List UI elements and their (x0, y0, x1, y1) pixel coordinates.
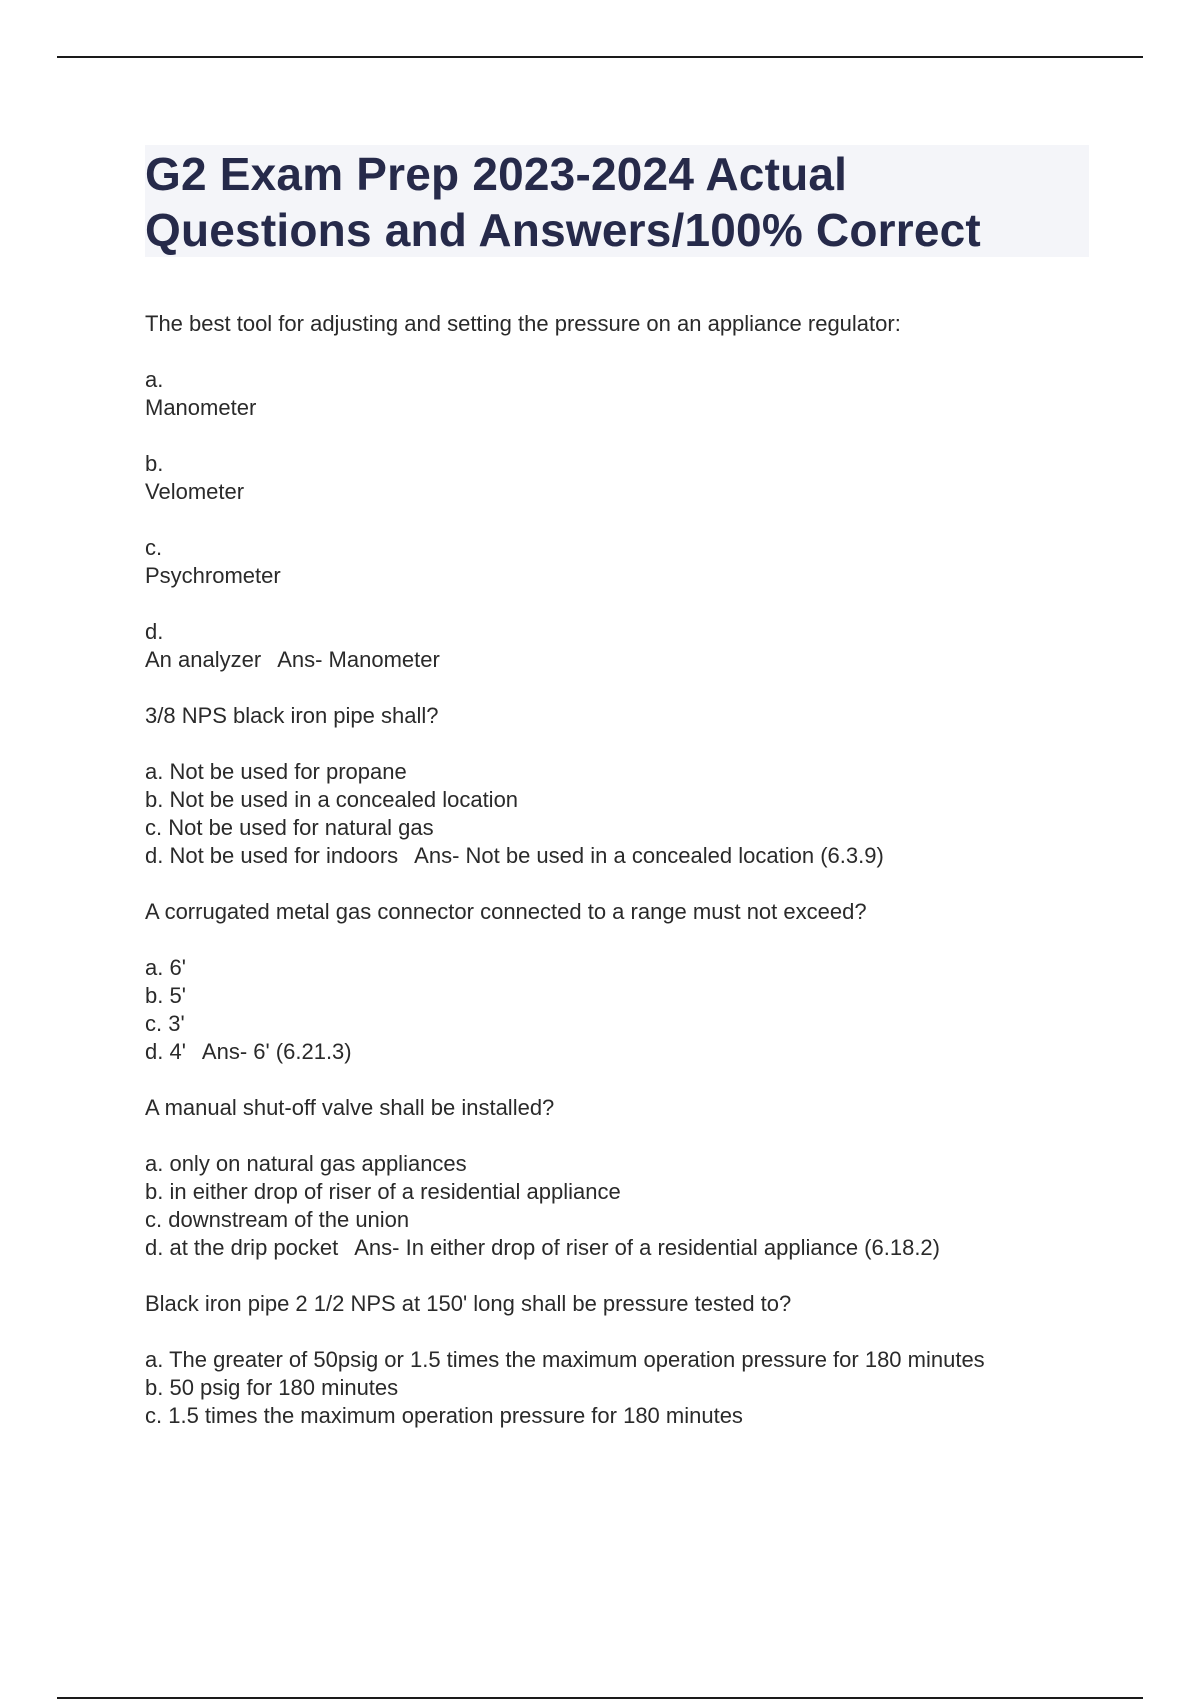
question-1 (145, 310, 1085, 674)
question-text: 3/8 NPS black iron pipe shall? (145, 703, 439, 728)
option-d: d. Not be used for indoors (145, 843, 399, 868)
title-line-2: Questions and Answers/100% Correct (145, 204, 981, 256)
option-c (145, 534, 1085, 590)
question-text: A manual shut-off valve shall be installed? (145, 1095, 555, 1120)
options-list (145, 366, 1085, 674)
option-d-row (145, 1234, 1085, 1262)
option-text: Manometer (145, 395, 257, 420)
option-b: b. Not be used in a concealed location (145, 787, 519, 812)
question-text: Black iron pipe 2 1/2 NPS at 150' long shall be pressure tested to? (145, 1291, 792, 1316)
answer-text: Ans- In either drop of riser of a residential appliance (6.18.2) (354, 1235, 940, 1260)
option-c: c. 3' (145, 1011, 185, 1036)
header-rule (57, 56, 1143, 58)
question-2 (145, 702, 1085, 870)
options-list (145, 1346, 1085, 1430)
question-4 (145, 1094, 1085, 1262)
questions-list (145, 310, 1085, 1458)
option-d: d. at the drip pocket (145, 1235, 339, 1260)
answer-text: Ans- 6' (6.21.3) (201, 1039, 352, 1064)
option-a: a. The greater of 50psig or 1.5 times the maximum operation pressure for 180 minutes (145, 1347, 985, 1372)
option-c: c. downstream of the union (145, 1207, 410, 1232)
options-list (145, 1150, 1085, 1262)
document-title (145, 146, 981, 258)
option-d-row (145, 1038, 1085, 1066)
options-list (145, 758, 1085, 870)
option-d: d. 4' (145, 1039, 186, 1064)
option-letter: c. (145, 535, 163, 560)
question-5 (145, 1290, 1085, 1430)
option-text: Psychrometer (145, 563, 281, 588)
option-letter: b. (145, 451, 164, 476)
option-b: b. 5' (145, 983, 186, 1008)
option-c: c. Not be used for natural gas (145, 815, 434, 840)
question-text: A corrugated metal gas connector connected to a range must not exceed? (145, 899, 867, 924)
question-text: The best tool for adjusting and setting the pressure on an appliance regulator: (145, 311, 901, 336)
option-b: b. 50 psig for 180 minutes (145, 1375, 399, 1400)
option-b: b. in either drop of riser of a residential appliance (145, 1179, 621, 1204)
option-d (145, 618, 1085, 674)
option-a: a. 6' (145, 955, 186, 980)
question-3 (145, 898, 1085, 1066)
option-b (145, 450, 1085, 506)
title-line-1: G2 Exam Prep 2023-2024 Actual (145, 148, 848, 200)
answer-text: Ans- Not be used in a concealed location (6.3.9) (414, 843, 884, 868)
option-text: Velometer (145, 479, 245, 504)
option-letter: d. (145, 619, 164, 644)
option-d-row (145, 842, 1085, 870)
answer-text: Ans- Manometer (277, 647, 440, 672)
option-a: a. only on natural gas appliances (145, 1151, 467, 1176)
option-a: a. Not be used for propane (145, 759, 407, 784)
option-letter: a. (145, 367, 164, 392)
option-c: c. 1.5 times the maximum operation pressure for 180 minutes (145, 1403, 743, 1428)
option-a (145, 366, 1085, 422)
option-text: An analyzer (145, 647, 262, 672)
options-list (145, 954, 1085, 1066)
footer-rule (57, 1697, 1143, 1699)
